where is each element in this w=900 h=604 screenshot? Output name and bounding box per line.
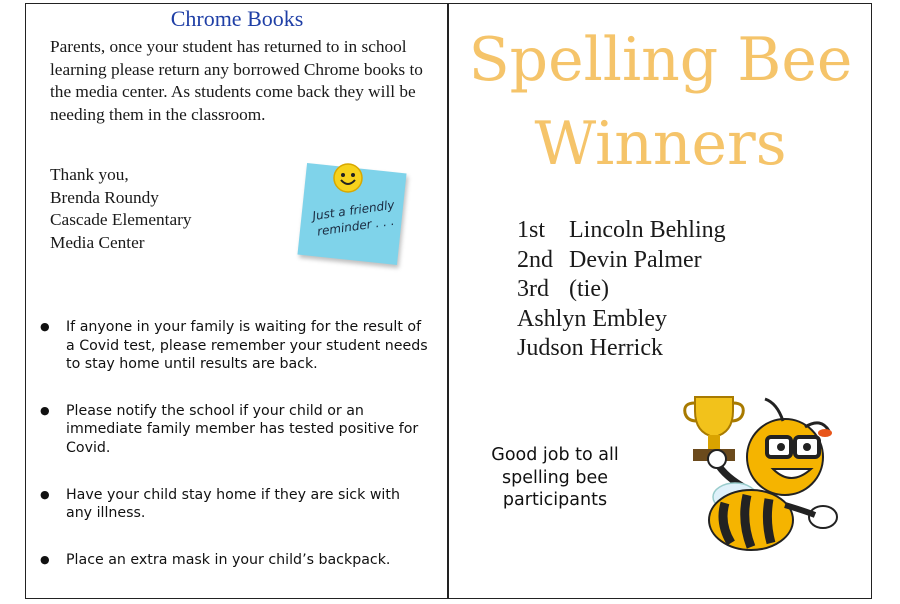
winner-name: Ashlyn Embley xyxy=(517,305,667,332)
list-item: ● If anyone in your family is waiting for the result of a Covid test, please remember your student needs to stay home until results are back. xyxy=(40,318,430,374)
signature-line: Thank you, xyxy=(50,165,129,184)
signature-line: Cascade Elementary xyxy=(50,210,192,229)
winner-name: Judson Herrick xyxy=(517,335,663,361)
chrome-books-heading: Chrome Books xyxy=(170,6,304,31)
bee-trophy-icon xyxy=(655,385,845,560)
list-item: ● Place an extra mask in your child’s backpack. xyxy=(40,551,430,570)
smiley-face-icon xyxy=(332,162,364,194)
list-item: ● Please notify the school if your child or an immediate family member has tested positive for Covid. xyxy=(40,402,430,458)
closing-message: Good job to all spelling bee participants xyxy=(491,445,619,510)
sticky-note-text: Just a friendly reminder . . . xyxy=(311,197,396,239)
list-item: ● Have your child stay home if they are sick with any illness. xyxy=(40,486,430,523)
winner-row xyxy=(517,305,857,335)
winner-name: Lincoln Behling xyxy=(569,217,726,243)
signature-line: Brenda Roundy xyxy=(50,187,159,207)
spelling-bee-title xyxy=(449,18,872,186)
winner-row xyxy=(517,246,857,276)
chrome-books-paragraph: Parents, once your student has returned to in school learning please return any borrowed Chrome books to the media center. As students come back they will be needing them in the classroom. xyxy=(50,37,423,124)
winner-row xyxy=(517,275,857,305)
title-line: Spelling Bee xyxy=(468,25,853,95)
winner-place: 3rd xyxy=(517,276,549,302)
reminder-list xyxy=(40,318,430,597)
winner-place: 1st xyxy=(517,217,546,243)
winner-name: (tie) xyxy=(569,276,609,302)
winner-place: 2nd xyxy=(517,246,553,273)
signature-line: Media Center xyxy=(50,232,145,252)
signature-block xyxy=(50,164,310,254)
winners-list xyxy=(517,216,857,364)
winner-row xyxy=(517,334,857,364)
winner-name: Devin Palmer xyxy=(569,246,702,273)
title-line: Winners xyxy=(534,109,787,179)
winner-row xyxy=(517,216,857,246)
